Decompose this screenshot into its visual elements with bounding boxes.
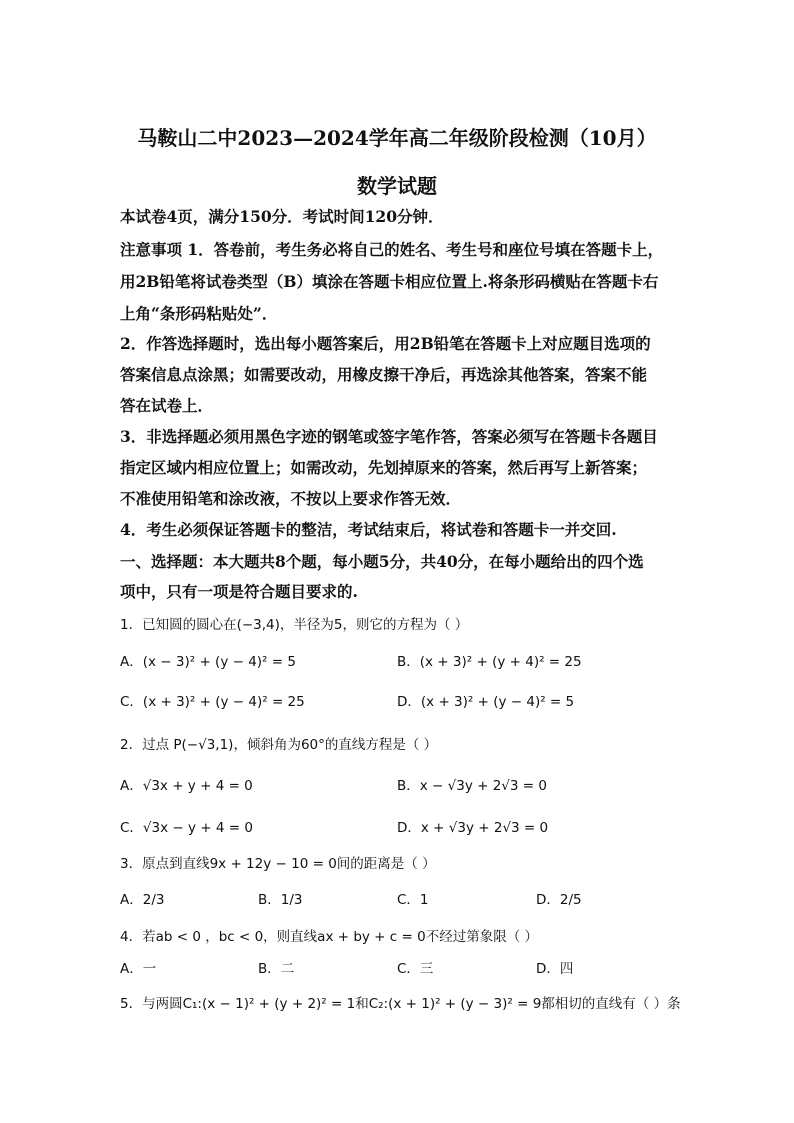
question-4-option-d: D．四 — [536, 961, 574, 977]
note1-line3: 上角“条形码粘贴处”． — [120, 304, 278, 323]
note3-line1: 3．非选择题必须用黑色字迹的钢笔或签字笔作答，答案必须写在答题卡各题目 — [120, 427, 658, 446]
question-3-option-a: A．2/3 — [120, 892, 165, 908]
question-5-stem: 5．与两圆C₁:(x − 1)² + (y + 2)² = 1和C₂:(x + 1)² + (y − 3)² = 9都相切的直线有（ ）条 — [120, 996, 681, 1012]
note1-line1: 注意事项 1．答卷前，考生务必将自己的姓名、考生号和座位号填在答题卡上， — [120, 240, 664, 259]
question-2-option-a: A．√3x + y + 4 = 0 — [120, 778, 253, 794]
exam-summary: 本试卷4页，满分150分．考试时间120分钟． — [120, 207, 444, 226]
question-2-option-d: D．x + √3y + 2√3 = 0 — [397, 820, 549, 836]
note2-line1: 2．作答选择题时，选出每小题答案后，用2B铅笔在答题卡上对应题目选项的 — [120, 334, 651, 353]
question-1-stem: 1．已知圆的圆心在(−3,4)，半径为5，则它的方程为（ ） — [120, 617, 469, 633]
question-2-option-b: B．x − √3y + 2√3 = 0 — [397, 778, 547, 794]
exam-title: 马鞍山二中2023—2024学年高二年级阶段检测（10月） — [137, 126, 657, 150]
question-4-option-b: B．二 — [258, 961, 295, 977]
note1-line2: 用2B铅笔将试卷类型（B）填涂在答题卡相应位置上.将条形码横贴在答题卡右 — [120, 272, 659, 291]
question-1-option-b: B．(x + 3)² + (y + 4)² = 25 — [397, 654, 582, 670]
question-2-option-c: C．√3x − y + 4 = 0 — [120, 820, 253, 836]
question-4-option-a: A．一 — [120, 961, 157, 977]
question-3-option-b: B．1/3 — [258, 892, 303, 908]
question-1-option-a: A．(x − 3)² + (y − 4)² = 5 — [120, 654, 296, 670]
note2-line3: 答在试卷上． — [120, 396, 214, 415]
note2-line2: 答案信息点涂黑；如需要改动，用橡皮擦干净后，再选涂其他答案，答案不能 — [120, 365, 648, 384]
note4: 4．考生必须保证答题卡的整洁，考试结束后，将试卷和答题卡一并交回. — [120, 520, 617, 539]
question-2-stem: 2．过点 P(−√3,1)，倾斜角为60°的直线方程是（ ） — [120, 737, 438, 753]
question-1-option-d: D．(x + 3)² + (y − 4)² = 5 — [397, 694, 575, 710]
question-4-option-c: C．三 — [397, 961, 434, 977]
section1-heading-line2: 项中，只有一项是符合题目要求的. — [120, 582, 358, 601]
question-3-stem: 3．原点到直线9x + 12y − 10 = 0间的距离是（ ） — [120, 856, 436, 872]
subject-title: 数学试题 — [357, 174, 437, 198]
question-3-option-c: C．1 — [397, 892, 429, 908]
question-4-stem: 4．若ab < 0 ，bc < 0，则直线ax + by + c = 0不经过第象限（ ） — [120, 929, 538, 945]
section1-heading-line1: 一、选择题：本大题共8个题，每小题5分，共40分，在每小题给出的四个选 — [120, 552, 644, 571]
note3-line3: 不准使用铅笔和涂改液，不按以上要求作答无效． — [120, 489, 462, 508]
question-3-option-d: D．2/5 — [536, 892, 582, 908]
note3-line2: 指定区域内相应位置上；如需改动，先划掉原来的答案，然后再写上新答案； — [120, 458, 648, 477]
question-1-option-c: C．(x + 3)² + (y − 4)² = 25 — [120, 694, 305, 710]
